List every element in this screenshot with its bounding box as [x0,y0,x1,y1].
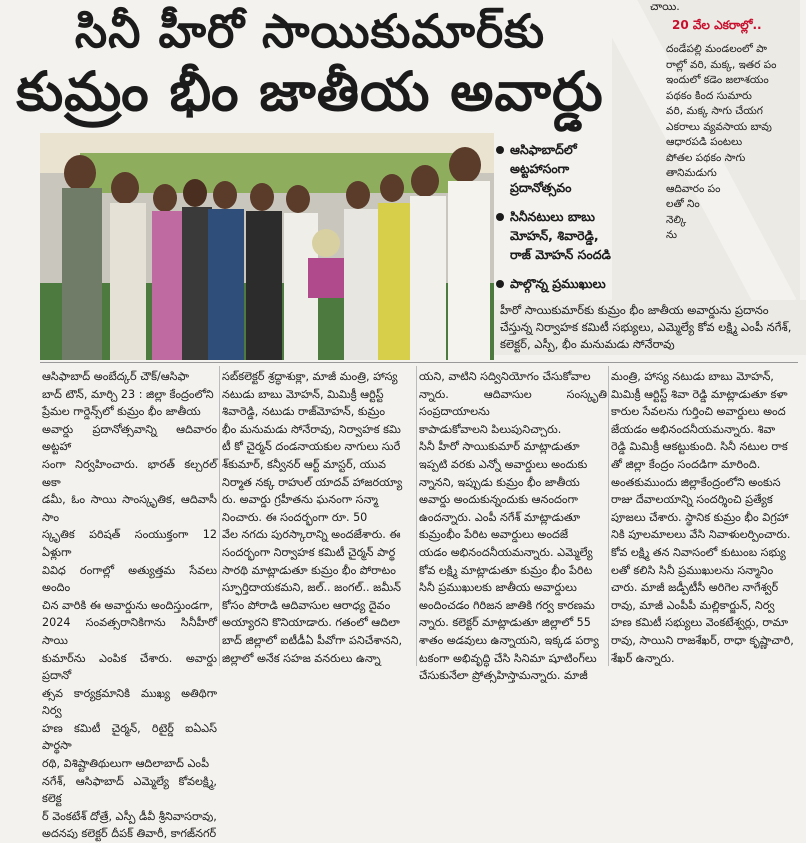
side-story-text: దండేపల్లి మండలంలో పా రాల్లో వరి, మక్క, ఇతర పం ఇందులో కడెం జలాశయం పథకం కింద సుమారు వరి, మక్క సాగు చేయగ ఎకరాలు వ్యవసాయ బావు ఆధారపడి పంటలు పోతల పథకం సాగు తానిమడుగు ఆదివారం పం లతో నిం నెల్కి ను [666,43,777,241]
headline-line-2: కుమ్రం భీం జాతీయ అవార్డు [16,60,604,123]
column-divider [416,366,417,666]
section-divider [40,362,798,363]
article-column-1: ఆసిఫాబాద్ అంబేద్కర్ చౌక్/ఆసిఫా బాద్ టౌన్, మార్చి 23 : జిల్లా కేంద్రంలోని ప్రేమల గార్డెన్స్‌లో కుమ్రం భీం జాతీయ అవార్డు ప్రదానోత్సవాన్ని ఆదివారం అట్టహా సంగా నిర్వహించారు. భారత్ కల్చరల్ అకా డమీ, ఓం సాయి సాంస్కృతిక, ఆదివాసీ సాం స్కృతిక పరిషత్ సంయుక్తంగా 12 ఏళ్లుగా వివిధ రంగాల్లో అత్యుత్తమ సేవలు అందిం చిన వారికి ఈ అవార్డును అందిస్తుండగా, 2024 సంవత్సరానికిగాను సినీహీరో సాయి కుమార్‌ను ఎంపిక చేశారు. అవార్డు ప్రదానో త్సవ కార్యక్రమానికి ముఖ్య అతిథిగా నిర్వ హణ కమిటీ చైర్మన్, రిటైర్డ్ ఐఏఎస్ పార్థసా రథి, విశిష్టాతిథులుగా ఆదిలాబాద్ ఎంపీ నగేశ్, ఆసిఫాబాద్ ఎమ్మెల్యే కోవలక్ష్మి, కలెక్ట ర్ వెంకటేశ్ దోత్రే, ఎస్పీ డీవీ శ్రీనివాసరావు, అదనపు కలెక్టర్ దీపక్ తివారీ, కాగజ్‌నగర్ [42,370,217,841]
bullet-item: పాల్గొన్న ప్రముఖులు [496,274,616,293]
award-photo-illustration [40,133,494,360]
bullet-item: ఆసిఫాబాద్‌లో అట్టహాసంగా ప్రదానోత్సవం [496,140,616,197]
side-story-tag: 20 వేల ఎకరాల్లో.. [672,18,762,32]
award-photo [40,133,494,360]
article-column-2: సబ్‌కలెక్టర్ శ్రద్ధాశుక్లా, మాజీ మంత్రి, హాస్య నటుడు బాబు మోహన్, మిమిక్రీ ఆర్టిస్ట్ శివారెడ్డి, నటుడు రాజ్‌మోహన్, కుమ్రం భీం మనుమడు సోనేరావు, నిర్వాహక కమి టీ కో చైర్మన్ దండనాయకుల నాగులు సురే శ్‌కుమార్, కన్వీనర్ ఆర్ట్ మాస్టర్, యువ నిర్మాత నక్క రాహుల్ యాదవ్ హాజరయ్యా రు. అవార్డు గ్రహీతను ఘనంగా సన్మా నించారు. ఈ సందర్భంగా రూ. 50 వేల నగదు పురస్కారాన్ని అందజేశారు. ఈ సందర్భంగా నిర్వాహక కమిటీ చైర్మన్ పార్థ సారథి మాట్లాడుతూ కుమ్రం భీం పోరాటం స్ఫూర్తిదాయకమని, జల్.. జంగల్.. జమీన్ కోసం పోరాడి ఆదివాసుల ఆరాధ్య దైవం అయ్యారని కొనియాడారు. గతంలో ఆదిలా బాద్ జిల్లాలో ఐటీడీఏ పీవోగా పనిచేశానని, జిల్లాలో అనేక సహజ వనరులు ఉన్నా [222,370,403,665]
headline-line-1: సినీ హీరో సాయికుమార్‌కు [74,4,546,58]
photo-caption: హీరో సాయికుమార్‌కు కుమ్రం భీం జాతీయ అవార్డును ప్రదానం చేస్తున్న నిర్వాహక కమిటీ సభ్యులు, ఎమ్మెల్యే కోవ లక్ష్మి ఎంపీ నగేశ్, కలెక్టర్, ఎస్పీ, భీం మనుమడు సోనేరావు [494,300,806,355]
side-story [612,0,800,305]
article-column-4: మంత్రి, హాస్య నటుడు బాబు మోహన్, మిమిక్రీ ఆర్టిస్ట్ శివా రెడ్డి మాట్లాడుతూ కళా కారుల సేవలను గుర్తించి అవార్డులు అంద జేయడం అభినందనీయమన్నారు. శివా రెడ్డి మిమిక్రీ ఆకట్టుకుంది. సినీ నటుల రాక తో జిల్లా కేంద్రం సందడిగా మారింది. అంతకుముందు జిల్లాకేంద్రంలోని అంకుస రాజు దేవాలయాన్ని సందర్శించి ప్రత్యేక పూజలు చేశారు. స్థానిక కుమ్రం భీం విగ్రహా నికి పూలమాలలు వేసి నివాళులర్పించారు. కోవ లక్ష్మి తన నివాసంలో కుటుంబ సభ్యు లతో కలిసి సినీ ప్రముఖులను సన్మానిం చారు. మాజీ జడ్పీటీసీ అరిగెల నాగేశ్వర్ రావు, మాజీ ఎంపీపీ మల్లికార్జున్, నిర్వ హణ కమిటీ సభ్యులు వెంకటేశ్వర్లు, రామా రావు, సాయిని రాజశేఖర్, రాధా కృష్ణాచారి, శేఖర్ ఉన్నారు. [611,370,794,665]
bullet-item: సినీనటులు బాబు మోహన్, శివారెడ్డి, రాజ్ మోహన్ సందడి [496,207,616,264]
column-divider [219,366,220,666]
article-column-3: యని, వాటిని సద్వినియోగం చేసుకోవాల న్నారు. ఆదివాసుల సంస్కృతి సంప్రదాయాలను కాపాడుకోవాలని పిలుపునిచ్చారు. సినీ హీరో సాయికుమార్ మాట్లాడుతూ ఇప్పటి వరకు ఎన్నో అవార్డులు అందుకు న్నానని, ఇప్పుడు కుమ్రం భీం జాతీయ అవార్డు అందుకున్నందుకు ఆనందంగా ఉందన్నారు. ఎంపీ నగేశ్ మాట్లాడుతూ కుమ్రంభీం పేరిట అవార్డులు అందజే యడం అభినందనీయమన్నారు. ఎమ్మెల్యే కోవ లక్ష్మి మాట్లాడుతూ కుమ్రం భీం పేరిట సినీ ప్రముఖులకు జాతీయ అవార్డులు అందించడం గిరిజన జాతికి గర్వ కారణమ న్నారు. కలెక్టర్ మాట్లాడుతూ జిల్లాలో 55 శాతం అడవులు ఉన్నాయని, ఇక్కడ పర్యా టకంగా అభివృద్ధి చేసి సినిమా షూటింగ్‌లు చేసుకునేలా ప్రోత్సహిస్తామన్నారు. మాజీ [419,370,607,683]
highlight-bullets [496,140,616,303]
side-top-line: చాయి. [650,0,680,13]
column-divider [608,366,609,666]
